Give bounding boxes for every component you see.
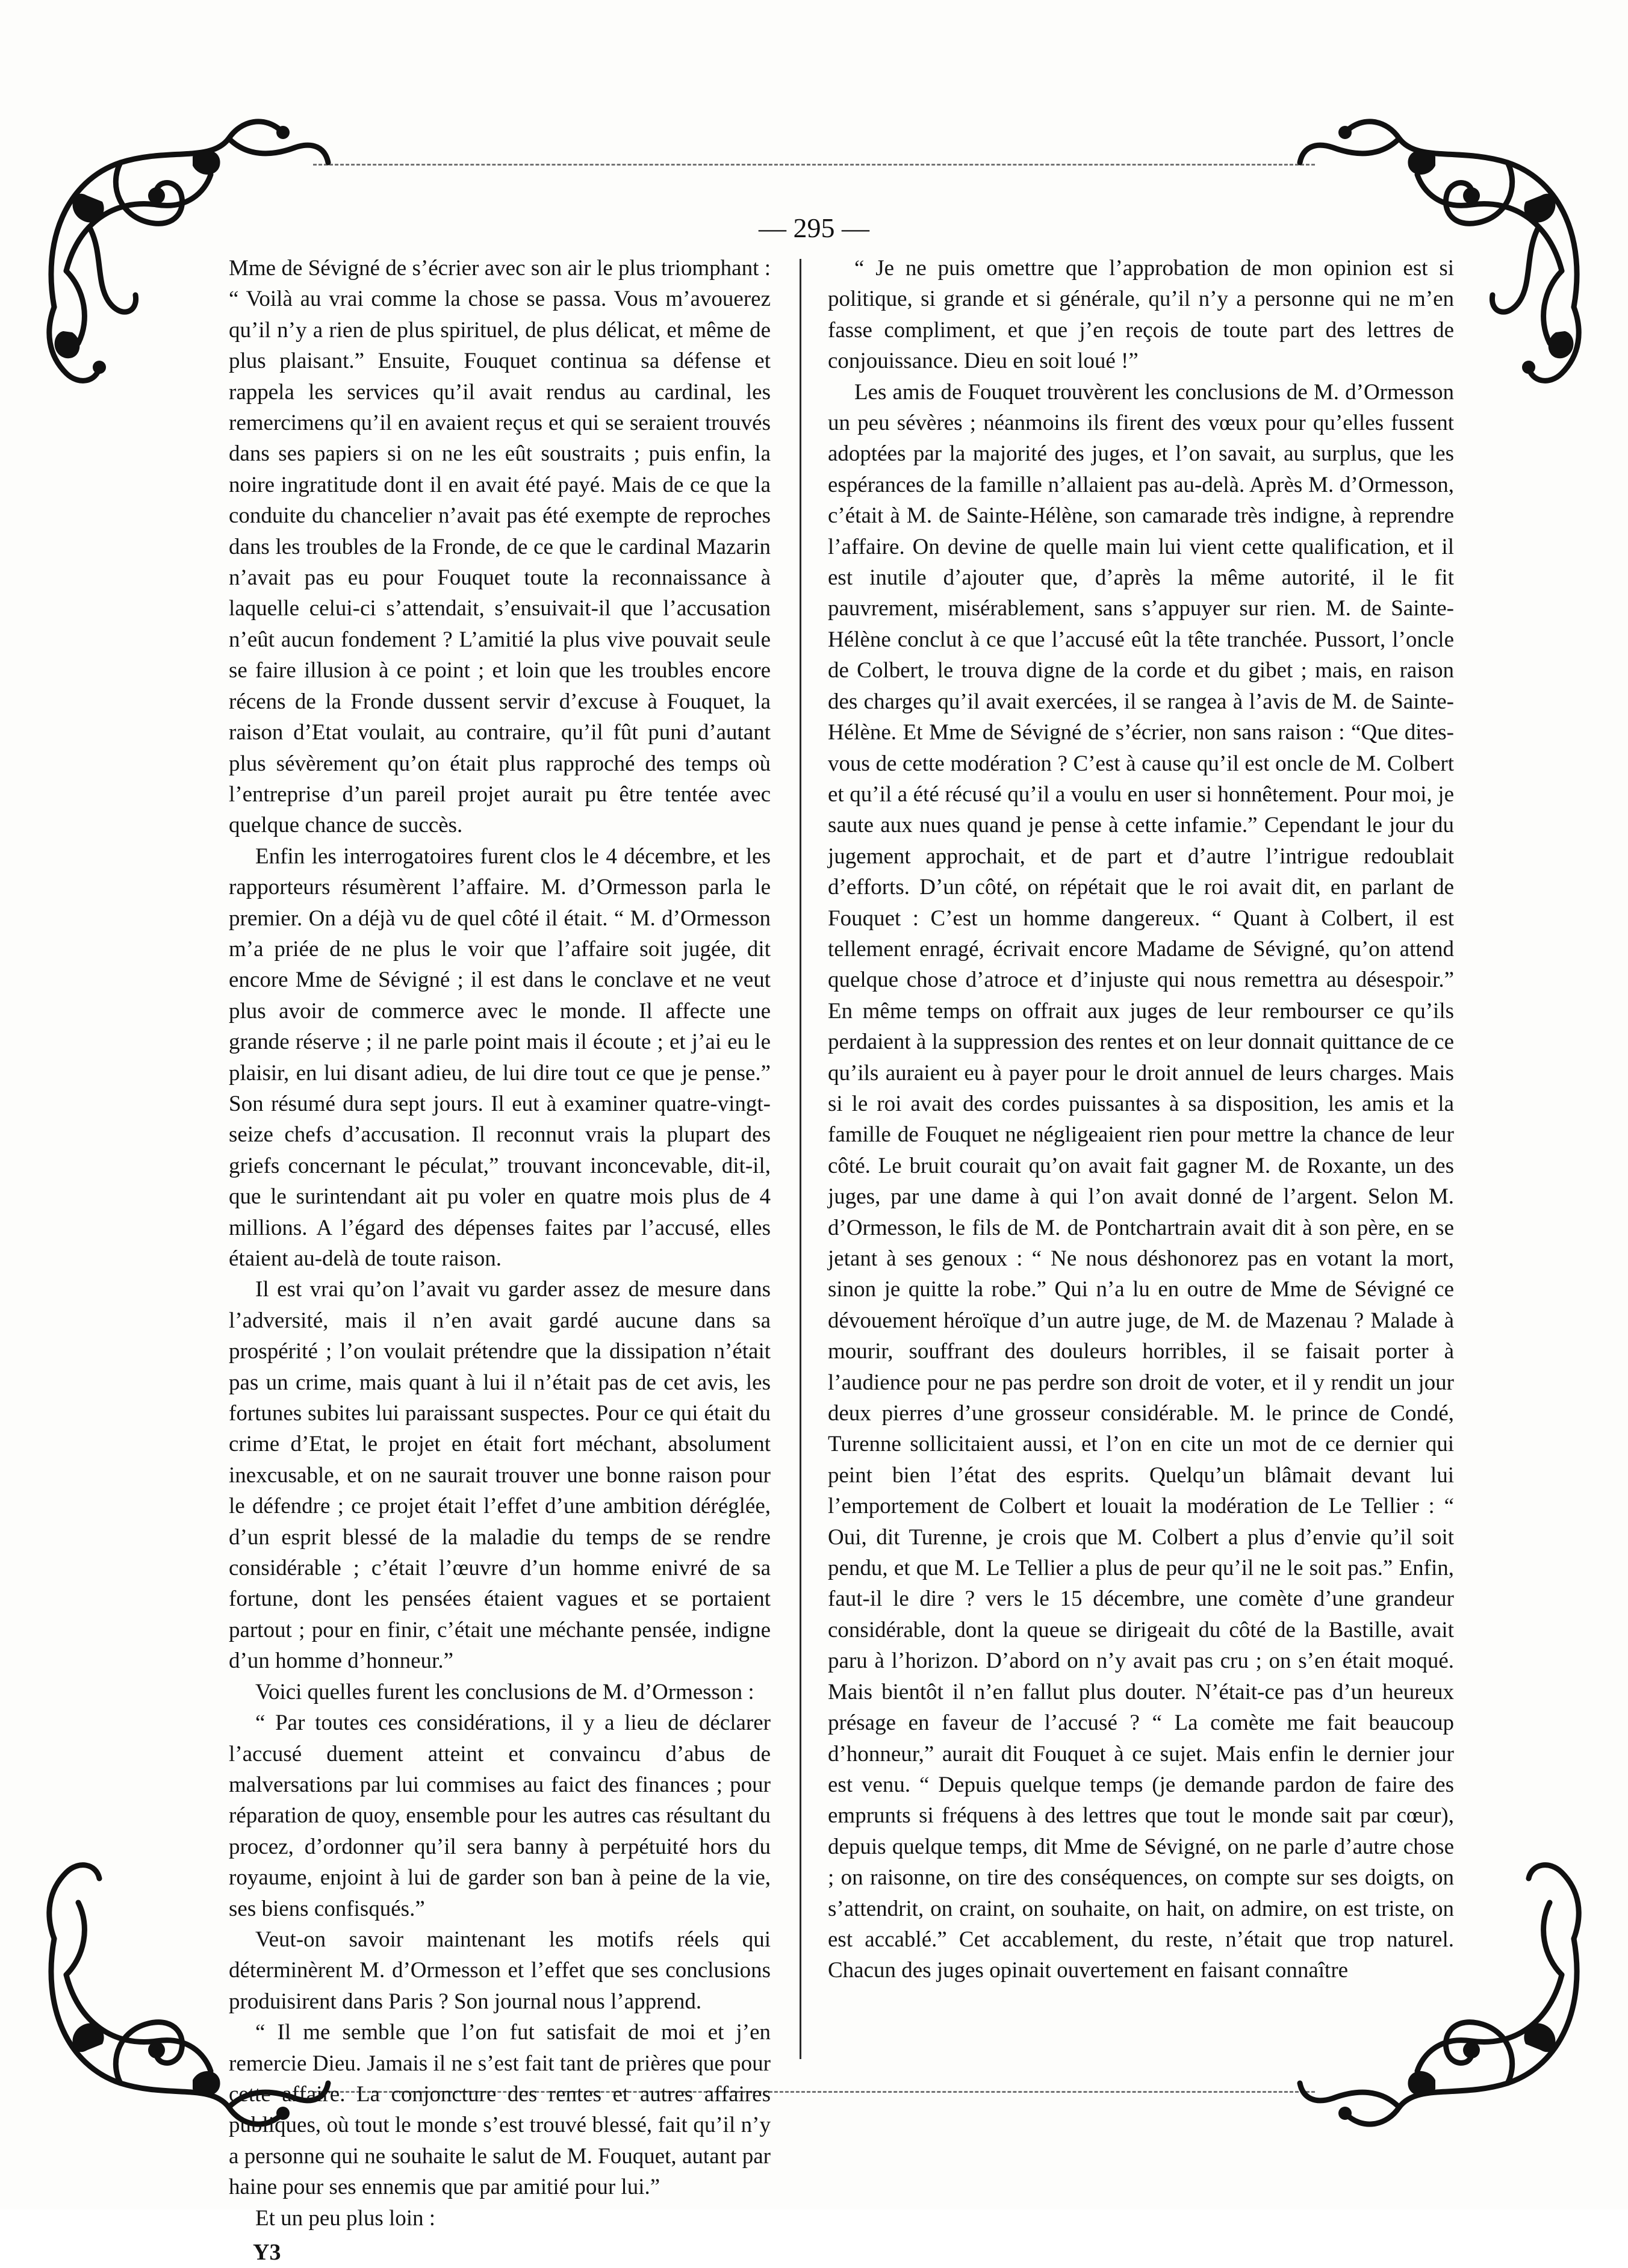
right-column xyxy=(828,253,1454,2059)
top-border-rule xyxy=(313,164,1315,166)
paragraph: Veut-on savoir maintenant les motifs réels qui déterminèrent M. d’Ormesson et l’effet que ses conclusions produisirent dans Paris ? Son journal nous l’apprend. xyxy=(229,1927,771,2014)
paragraph: Mme de Sévigné de s’écrier avec son air le plus triomphant : “ Voilà au vrai comme la chose se passa. Vous m’avouerez qu’il n’y a rien de plus spirituel, de plus délicat, et même de plus plaisant.” Ensuite, Fouquet continua sa défense et rappela les services qu’il avait rendus au cardinal, les remercimens qu’il en avaient reçus et qui se seraient trouvés dans ses papiers si on ne les eût soustraits ; puis enfin, la noire ingratitude dont il en avait été payé. Mais de ce que la conduite du chancelier n’avait pas été exempte de reproches dans les troubles de la Fronde, de ce que le cardinal Mazarin n’avait pas eu pour Fouquet toute la reconnaissance à laquelle celui-ci s’attendait, s’ensuivait-il que l’accusation n’eût aucun fondement ? L’amitié la plus vive pouvait seule se faire illusion à ce point ; et loin que les troubles encore récens de la Fronde dussent servir d’excuse à Fouquet, la raison d’Etat voulait, au contraire, qu’il fût puni d’autant plus sévèrement qu’on était plus rapproché des temps où l’entreprise d’un pareil projet aurait pu être tentée avec quelque chance de succès. xyxy=(229,256,771,838)
paragraph: “ Je ne puis omettre que l’approbation de mon opinion est si politique, si grande et si générale, qu’il n’y a personne qui ne m’en fasse compliment, et que j’en reçois de toute part des lettres de conjouissance. Dieu en soit loué !” xyxy=(828,256,1454,374)
signature-mark: Y3 xyxy=(253,2240,281,2265)
left-column xyxy=(229,253,771,2265)
left-column-paragraphs xyxy=(229,253,771,2234)
paragraph: Enfin les interrogatoires furent clos le 4 décembre, et les rapporteurs résumèrent l’affaire. M. d’Ormesson parla le premier. On a déjà vu de quel côté il était. “ M. d’Ormesson m’a priée de ne plus le voir que l’affaire soit jugée, dit encore Mme de Sévigné ; il est dans le conclave et ne veut plus avoir de commerce avec le monde. Il affecte une grande réserve ; il ne parle point mais il écoute ; et j’ai eu le plaisir, en lui disant adieu, de lui dire tout ce que je pense.” Son résumé dura sept jours. Il eut à examiner quatre-vingt-seize chefs d’accusation. Il reconnut vrais la plupart des griefs concernant le péculat,” trouvant inconcevable, dit-il, que le surintendant ait pu voler en quatre mois plus de 4 millions. A l’égard des dépenses faites par l’accusé, elles étaient au-delà de toute raison. xyxy=(229,844,771,1271)
paragraph: “ Par toutes ces considérations, il y a lieu de déclarer l’accusé duement atteint et convaincu d’abus de malversations par lui commises au faict des finances ; pour réparation de quoy, ensemble pour les autres cas résultant du procez, d’ordonner qu’il sera banny à perpétuité hors du royaume, enjoint à lui de garder son ban à peine de la vie, ses biens confisqués.” xyxy=(229,1710,771,1921)
paragraph: “ Il me semble que l’on fut satisfait de moi et j’en remercie Dieu. Jamais il ne s’est fait tant de prières que pour cette affaire. La conjoncture des rentes et autres affaires publiques, où tout le monde s’est trouvé blessé, fait qu’il n’y a personne qui ne souhaite le salut de M. Fouquet, autant par haine pour ses ennemis que par amitié pour lui.” xyxy=(229,2020,771,2200)
paragraph: Voici quelles furent les conclusions de M. d’Ormesson : xyxy=(255,1679,754,1704)
column-divider xyxy=(800,259,801,2059)
page-number: — 295 — xyxy=(759,213,869,243)
paragraph: Et un peu plus loin : xyxy=(255,2205,436,2231)
paragraph: Les amis de Fouquet trouvèrent les conclusions de M. d’Ormesson un peu sévères ; néanmoins ils firent des vœux pour qu’elles fussent adoptées par la majorité des juges, et l’on savait, au surplus, que les espérances de la famille n’allaient pas au-delà. Après M. d’Ormesson, c’était à M. de Sainte-Hélène, son camarade très indigne, à reprendre l’affaire. On devine de quelle main lui vient cette qualification, et il est inutile d’ajouter que, d’après la même autorité, il le fit pauvrement, misérablement, sans s’appuyer sur rien. M. de Sainte-Hélène conclut à ce que l’accusé eût la tête tranchée. Pussort, l’oncle de Colbert, le trouva digne de la corde et du gibet ; mais, en raison des charges qu’il avait exercées, il se rangea à l’avis de M. de Sainte-Hélène. Et Mme de Sévigné de s’écrier, non sans raison : “Que dites-vous de cette modération ? C’est à cause qu’il est oncle de M. Colbert et qu’il a été récusé qu’il a voulu en user si honnêtement. Pour moi, je saute aux nues quand je pense à cette infamie.” Cependant le jour du jugement approchait, et de part et d’autre l’intrigue redoublait d’efforts. D’un côté, on répétait que le roi avait dit, en parlant de Fouquet : C’est un homme dangereux. “ Quant à Colbert, il est tellement enragé, écrivait encore Madame de Sévigné, qu’on attend quelque chose d’atroce et d’injuste qui nous remettra au désespoir.” En même temps on offrait aux juges de leur rembourser ce qu’ils perdaient à la suppression des rentes et on leur donnait quittance de ce qu’ils auraient eu à payer pour le droit annuel de leurs charges. Mais si le roi avait des cordes puissantes à sa disposition, les amis et la famille de Fouquet ne négligeaient rien pour mettre la chance de leur côté. Le bruit courait qu’on avait fait gagner M. de Roxante, un des juges, par une dame à qui l’on avait donné de l’argent. Selon M. d’Ormesson, le fils de M. de Pontchartrain avait dit à son père, en se jetant à ses genoux : “ Ne nous déshonorez pas en votant la mort, sinon je quitte la robe.” Qui n’a lu en outre de Mme de Sévigné ce dévouement héroïque d’un autre juge, de M. de Mazenau ? Malade à mourir, souffrant des douleurs horribles, il se faisait porter à l’audience pour ne pas perdre son droit de voter, et il y rendit un jour deux pierres d’une grosseur considérable. M. le prince de Condé, Turenne sollicitaient aussi, et l’on en cite un mot de ce dernier qui peint bien l’état des esprits. Quelqu’un blâmait devant lui l’emportement de Colbert et louait la modération de Le Tellier : “ Oui, dit Turenne, je crois que M. Colbert a plus d’envie qu’il soit pendu, et que M. Le Tellier a plus de peur qu’il ne le soit pas.” Enfin, faut-il le dire ? vers le 15 décembre, une comète d’une grandeur considérable, dont la queue se dirigeait du côté de la Bastille, avait paru à l’horizon. D’abord on n’y avait pas cru ; on s’en était moqué. Mais bientôt il n’en fallut plus douter. N’était-ce pas d’un heureux présage en faveur de l’accusé ? “ La comète me fait beaucoup d’honneur,” aurait dit Fouquet à ce sujet. Mais enfin le dernier jour est venu. “ Depuis quelque temps (je demande pardon de faire des emprunts si fréquens à des lettres que tout le monde sait par cœur), depuis quelque temps, dit Mme de Sévigné, on ne parle d’autre chose ; on raisonne, on tire des conséquences, on compte sur ses doigts, on s’attendrit, on craint, on souhaite, on hait, on admire, on est triste, on est accablé.” Cet accablement, du reste, n’était que trop naturel. Chacun des juges opinait ouvertement en faisant connaître xyxy=(828,379,1454,1983)
right-column-paragraphs xyxy=(828,253,1454,1986)
paragraph: Il est vrai qu’on l’avait vu garder assez de mesure dans l’adversité, mais il n’en avait gardé aucune dans sa prospérité ; l’on voulait prétendre que la dissipation n’était pas un crime, mais quant à lui il n’était pas de cet avis, les fortunes subites lui paraissant suspectes. Pour ce qui était du crime d’Etat, le projet en était fort méchant, absolument inexcusable, et on ne saurait trouver une bonne raison pour le défendre ; ce projet était l’effet d’une ambition déréglée, d’un esprit blessé de la maladie du temps de se rendre considérable ; c’était l’œuvre d’un homme enivré de sa fortune, dont les pensées étaient vagues et se portaient partout ; pour en finir, c’était une méchante pensée, indigne d’un homme d’honneur.” xyxy=(229,1277,771,1674)
